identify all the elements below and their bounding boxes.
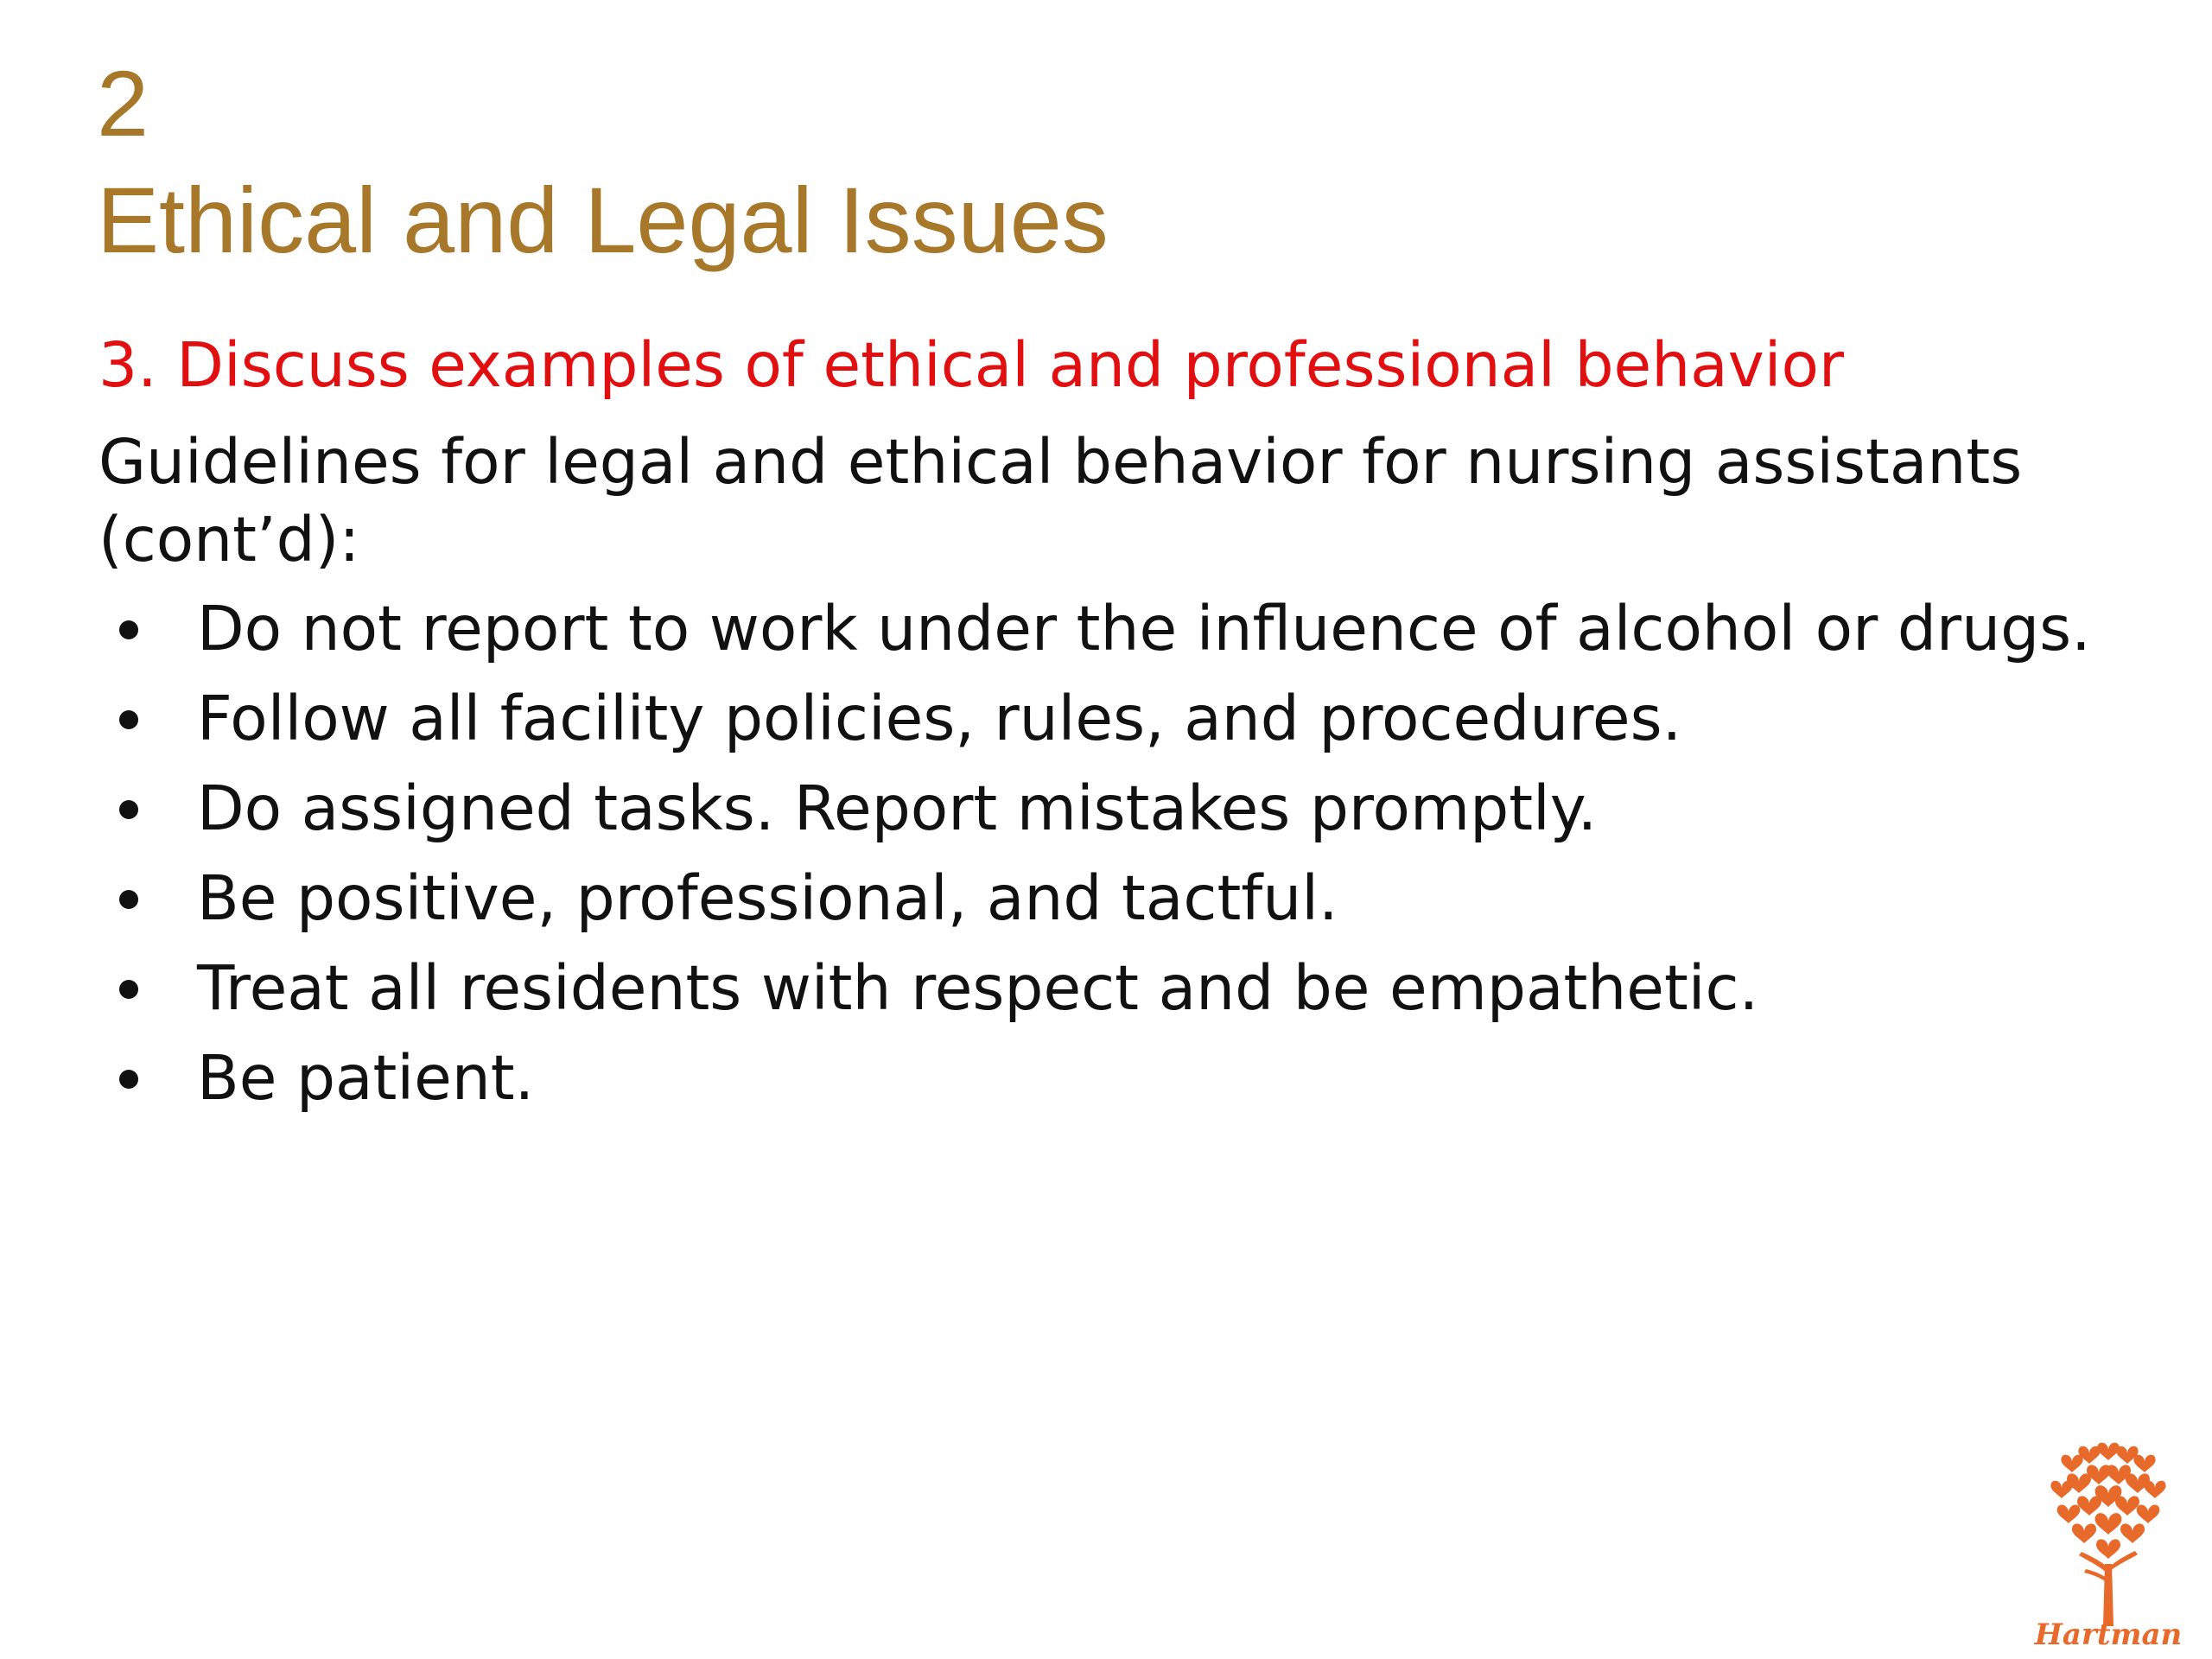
list-item-text: Follow all facility policies, rules, and procedures. bbox=[197, 683, 1682, 754]
heart-tree-icon bbox=[2050, 1443, 2165, 1626]
list-item bbox=[99, 584, 2091, 674]
list-item-text: Do assigned tasks. Report mistakes promptly. bbox=[197, 772, 1598, 844]
list-item-text: Be patient. bbox=[197, 1042, 535, 1114]
hartman-logo bbox=[2022, 1434, 2195, 1650]
list-item-text: Do not report to work under the influence of alcohol or drugs. bbox=[197, 593, 2091, 664]
list-item-text: Treat all residents with respect and be empathetic. bbox=[197, 952, 1759, 1024]
learning-objective: 3. Discuss examples of ethical and professional behavior bbox=[99, 329, 1845, 401]
bullet-icon bbox=[119, 620, 138, 639]
guidelines-list bbox=[99, 584, 2091, 1123]
bullet-icon bbox=[119, 890, 138, 909]
bullet-icon bbox=[119, 1070, 138, 1089]
guidelines-intro: Guidelines for legal and ethical behavior for nursing assistants (cont’d): bbox=[99, 426, 2023, 575]
list-item bbox=[99, 674, 2091, 764]
list-item bbox=[99, 764, 2091, 854]
bullet-icon bbox=[119, 710, 138, 729]
bullet-icon bbox=[119, 800, 138, 819]
bullet-icon bbox=[119, 980, 138, 999]
list-item bbox=[99, 854, 2091, 944]
chapter-number: 2 bbox=[97, 51, 149, 156]
list-item-text: Be positive, professional, and tactful. bbox=[197, 862, 1338, 934]
slide-title: Ethical and Legal Issues bbox=[97, 168, 1109, 272]
logo-wordmark: Hartman bbox=[2034, 1618, 2183, 1650]
list-item bbox=[99, 1033, 2091, 1123]
list-item bbox=[99, 944, 2091, 1033]
